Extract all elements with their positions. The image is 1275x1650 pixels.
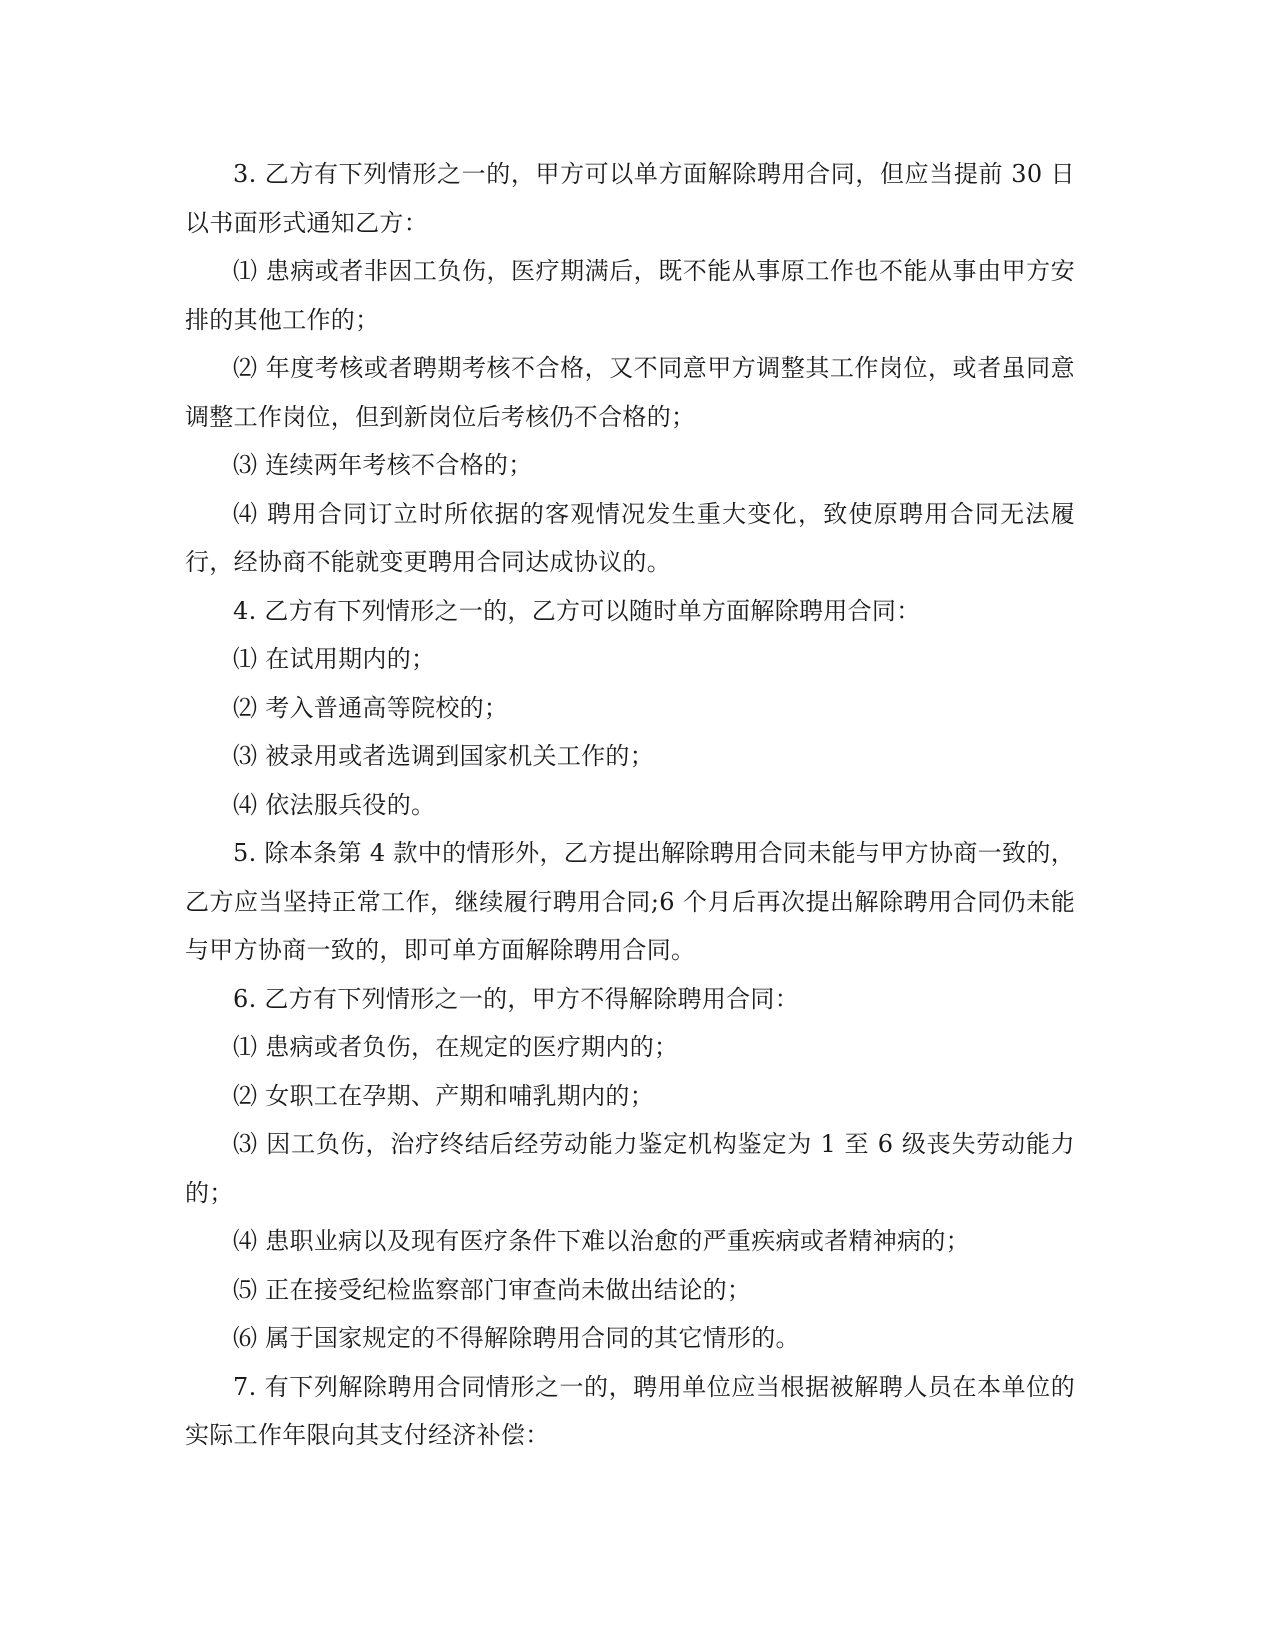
clause-3-item-2: ⑵ 年度考核或者聘期考核不合格，又不同意甲方调整其工作岗位，或者虽同意调整工作岗位，但到新岗位后考核仍不合格的； xyxy=(185,354,1075,431)
clause-4-item-2: ⑵ 考入普通高等院校的； xyxy=(233,693,509,722)
clause-4-item-3: ⑶ 被录用或者选调到国家机关工作的； xyxy=(233,742,655,770)
clause-5: 5. 除本条第 4 款中的情形外，乙方提出解除聘用合同未能与甲方协商一致的，乙方应当坚持正常工作，继续履行聘用合同;6 个月后再次提出解除聘用合同仍未能与甲方协商一致的，即可单方面解除聘用合同。 xyxy=(185,839,1075,964)
clause-4-item-4: ⑷ 依法服兵役的。 xyxy=(233,790,436,819)
clause-7: 7. 有下列解除聘用合同情形之一的，聘用单位应当根据被解聘人员在本单位的实际工作年限向其支付经济补偿： xyxy=(185,1372,1075,1449)
clause-6-item-5: ⑸ 正在接受纪检监察部门审查尚未做出结论的； xyxy=(233,1275,752,1304)
clause-6-item-6: ⑹ 属于国家规定的不得解除聘用合同的其它情形的。 xyxy=(233,1324,800,1352)
clause-3: 3. 乙方有下列情形之一的，甲方可以单方面解除聘用合同，但应当提前 30 日以书面形式通知乙方： xyxy=(185,160,1075,237)
clause-3-item-3: ⑶ 连续两年考核不合格的； xyxy=(233,451,533,479)
clause-6-item-1: ⑴ 患病或者负伤，在规定的医疗期内的； xyxy=(233,1033,679,1061)
clause-6-item-2: ⑵ 女职工在孕期、产期和哺乳期内的； xyxy=(233,1081,655,1110)
clause-4: 4. 乙方有下列情形之一的，乙方可以随时单方面解除聘用合同： xyxy=(233,596,921,625)
clause-6: 6. 乙方有下列情形之一的，甲方不得解除聘用合同： xyxy=(233,984,800,1013)
clause-3-item-4: ⑷ 聘用合同订立时所依据的客观情况发生重大变化，致使原聘用合同无法履行，经协商不能就变更聘用合同达成协议的。 xyxy=(185,499,1075,576)
clause-3-item-1: ⑴ 患病或者非因工负伤，医疗期满后，既不能从事原工作也不能从事由甲方安排的其他工作的； xyxy=(185,257,1075,334)
clause-6-item-3: ⑶ 因工负伤，治疗终结后经劳动能力鉴定机构鉴定为 1 至 6 级丧失劳动能力的； xyxy=(185,1130,1075,1207)
document-body xyxy=(185,150,1075,1460)
clause-4-item-1: ⑴ 在试用期内的； xyxy=(233,645,436,673)
clause-6-item-4: ⑷ 患职业病以及现有医疗条件下难以治愈的严重疾病或者精神病的； xyxy=(233,1227,970,1255)
